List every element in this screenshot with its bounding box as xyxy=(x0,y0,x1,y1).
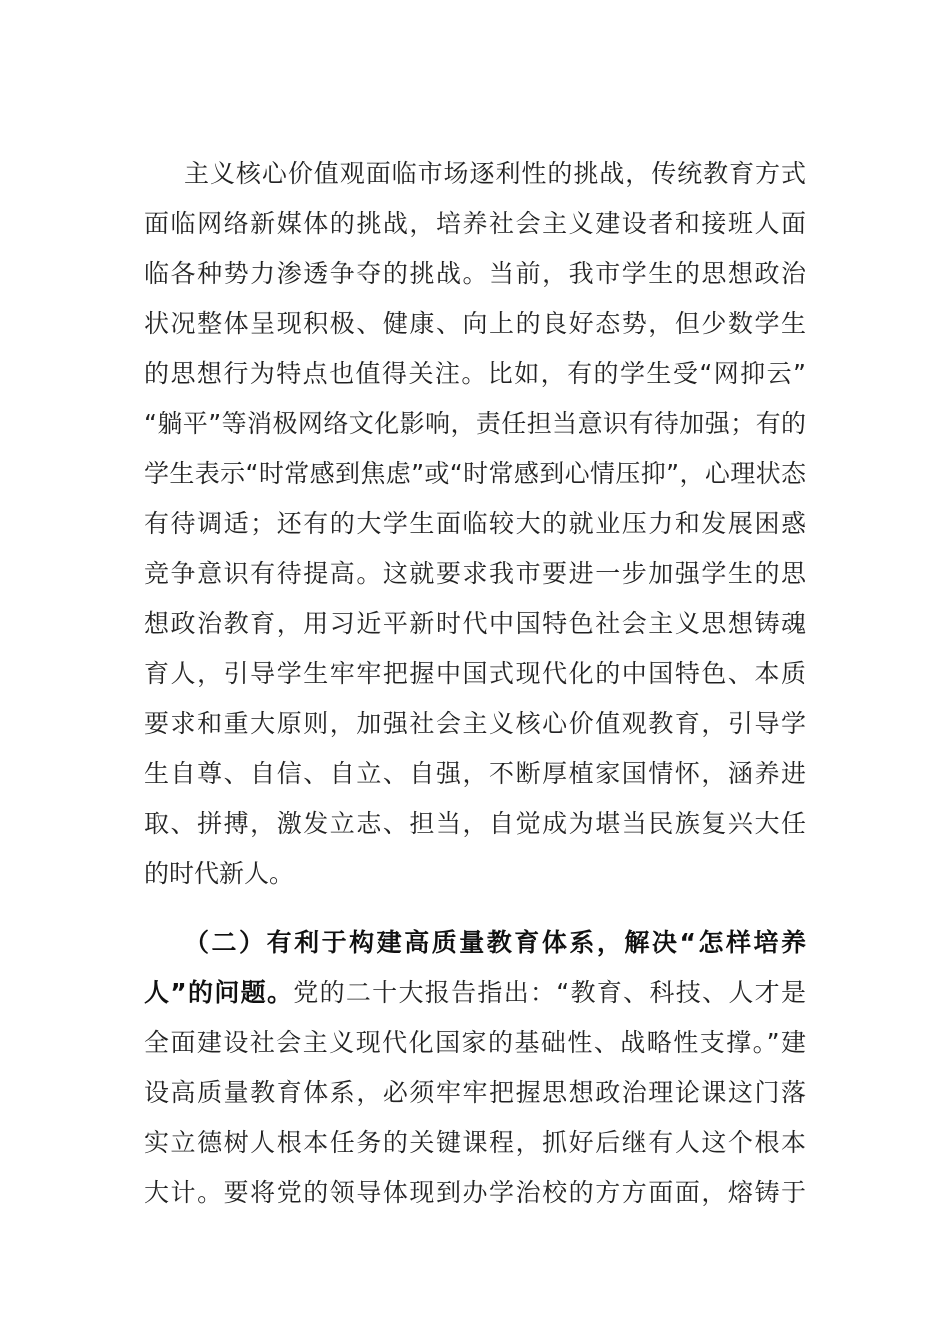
paragraph-1 xyxy=(144,149,806,899)
body-text-line: 的思想行为特点也值得关注。比如，有的学生受“网抑云” xyxy=(144,359,806,388)
body-text-line: 大计。要将党的领导体现到办学治校的方方面面，熔铸于 xyxy=(144,1178,806,1207)
body-text-line: 想政治教育，用习近平新时代中国特色社会主义思想铸魂 xyxy=(144,609,806,638)
body-text-line: 育人，引导学生牢牢把握中国式现代化的中国特色、本质 xyxy=(144,659,806,688)
body-text-line: 有待调适；还有的大学生面临较大的就业压力和发展困惑 xyxy=(144,509,806,538)
body-text-line: 竞争意识有待提高。这就要求我市要进一步加强学生的思 xyxy=(144,559,806,588)
body-text-line: 实立德树人根本任务的关键课程，抓好后继有人这个根本 xyxy=(144,1128,806,1157)
body-text-line: 状况整体呈现积极、健康、向上的良好态势，但少数学生 xyxy=(144,309,806,338)
heading-continuation-line xyxy=(144,968,806,1018)
body-text-line: 全面建设社会主义现代化国家的基础性、战略性支撑。”建 xyxy=(144,1028,806,1057)
body-text-line: “躺平”等消极网络文化影响，责任担当意识有待加强；有的 xyxy=(144,409,806,438)
paragraph-2 xyxy=(144,918,806,1218)
body-text-line: 要求和重大原则，加强社会主义核心价值观教育，引导学 xyxy=(144,709,806,738)
section-heading-line: （二）有利于构建高质量教育体系，解决“怎样培养 xyxy=(184,928,806,957)
body-text-line: 面临网络新媒体的挑战，培养社会主义建设者和接班人面 xyxy=(144,209,806,238)
body-text-line: 取、拼搏，激发立志、担当，自觉成为堪当民族复兴大任 xyxy=(144,809,806,838)
body-text-inline: 党的二十大报告指出：“教育、科技、人才是 xyxy=(293,978,806,1007)
body-text-line: 生自尊、自信、自立、自强，不断厚植家国情怀，涵养进 xyxy=(144,759,806,788)
body-text-line: 主义核心价值观面临市场逐利性的挑战，传统教育方式 xyxy=(184,159,806,188)
section-heading-end: 人”的问题。 xyxy=(144,978,294,1007)
body-text-line: 设高质量教育体系，必须牢牢把握思想政治理论课这门落 xyxy=(144,1078,806,1107)
body-text-line: 学生表示“时常感到焦虑”或“时常感到心情压抑”，心理状态 xyxy=(144,459,806,488)
body-text-line: 临各种势力渗透争夺的挑战。当前，我市学生的思想政治 xyxy=(144,259,806,288)
body-text-line: 的时代新人。 xyxy=(144,859,295,888)
